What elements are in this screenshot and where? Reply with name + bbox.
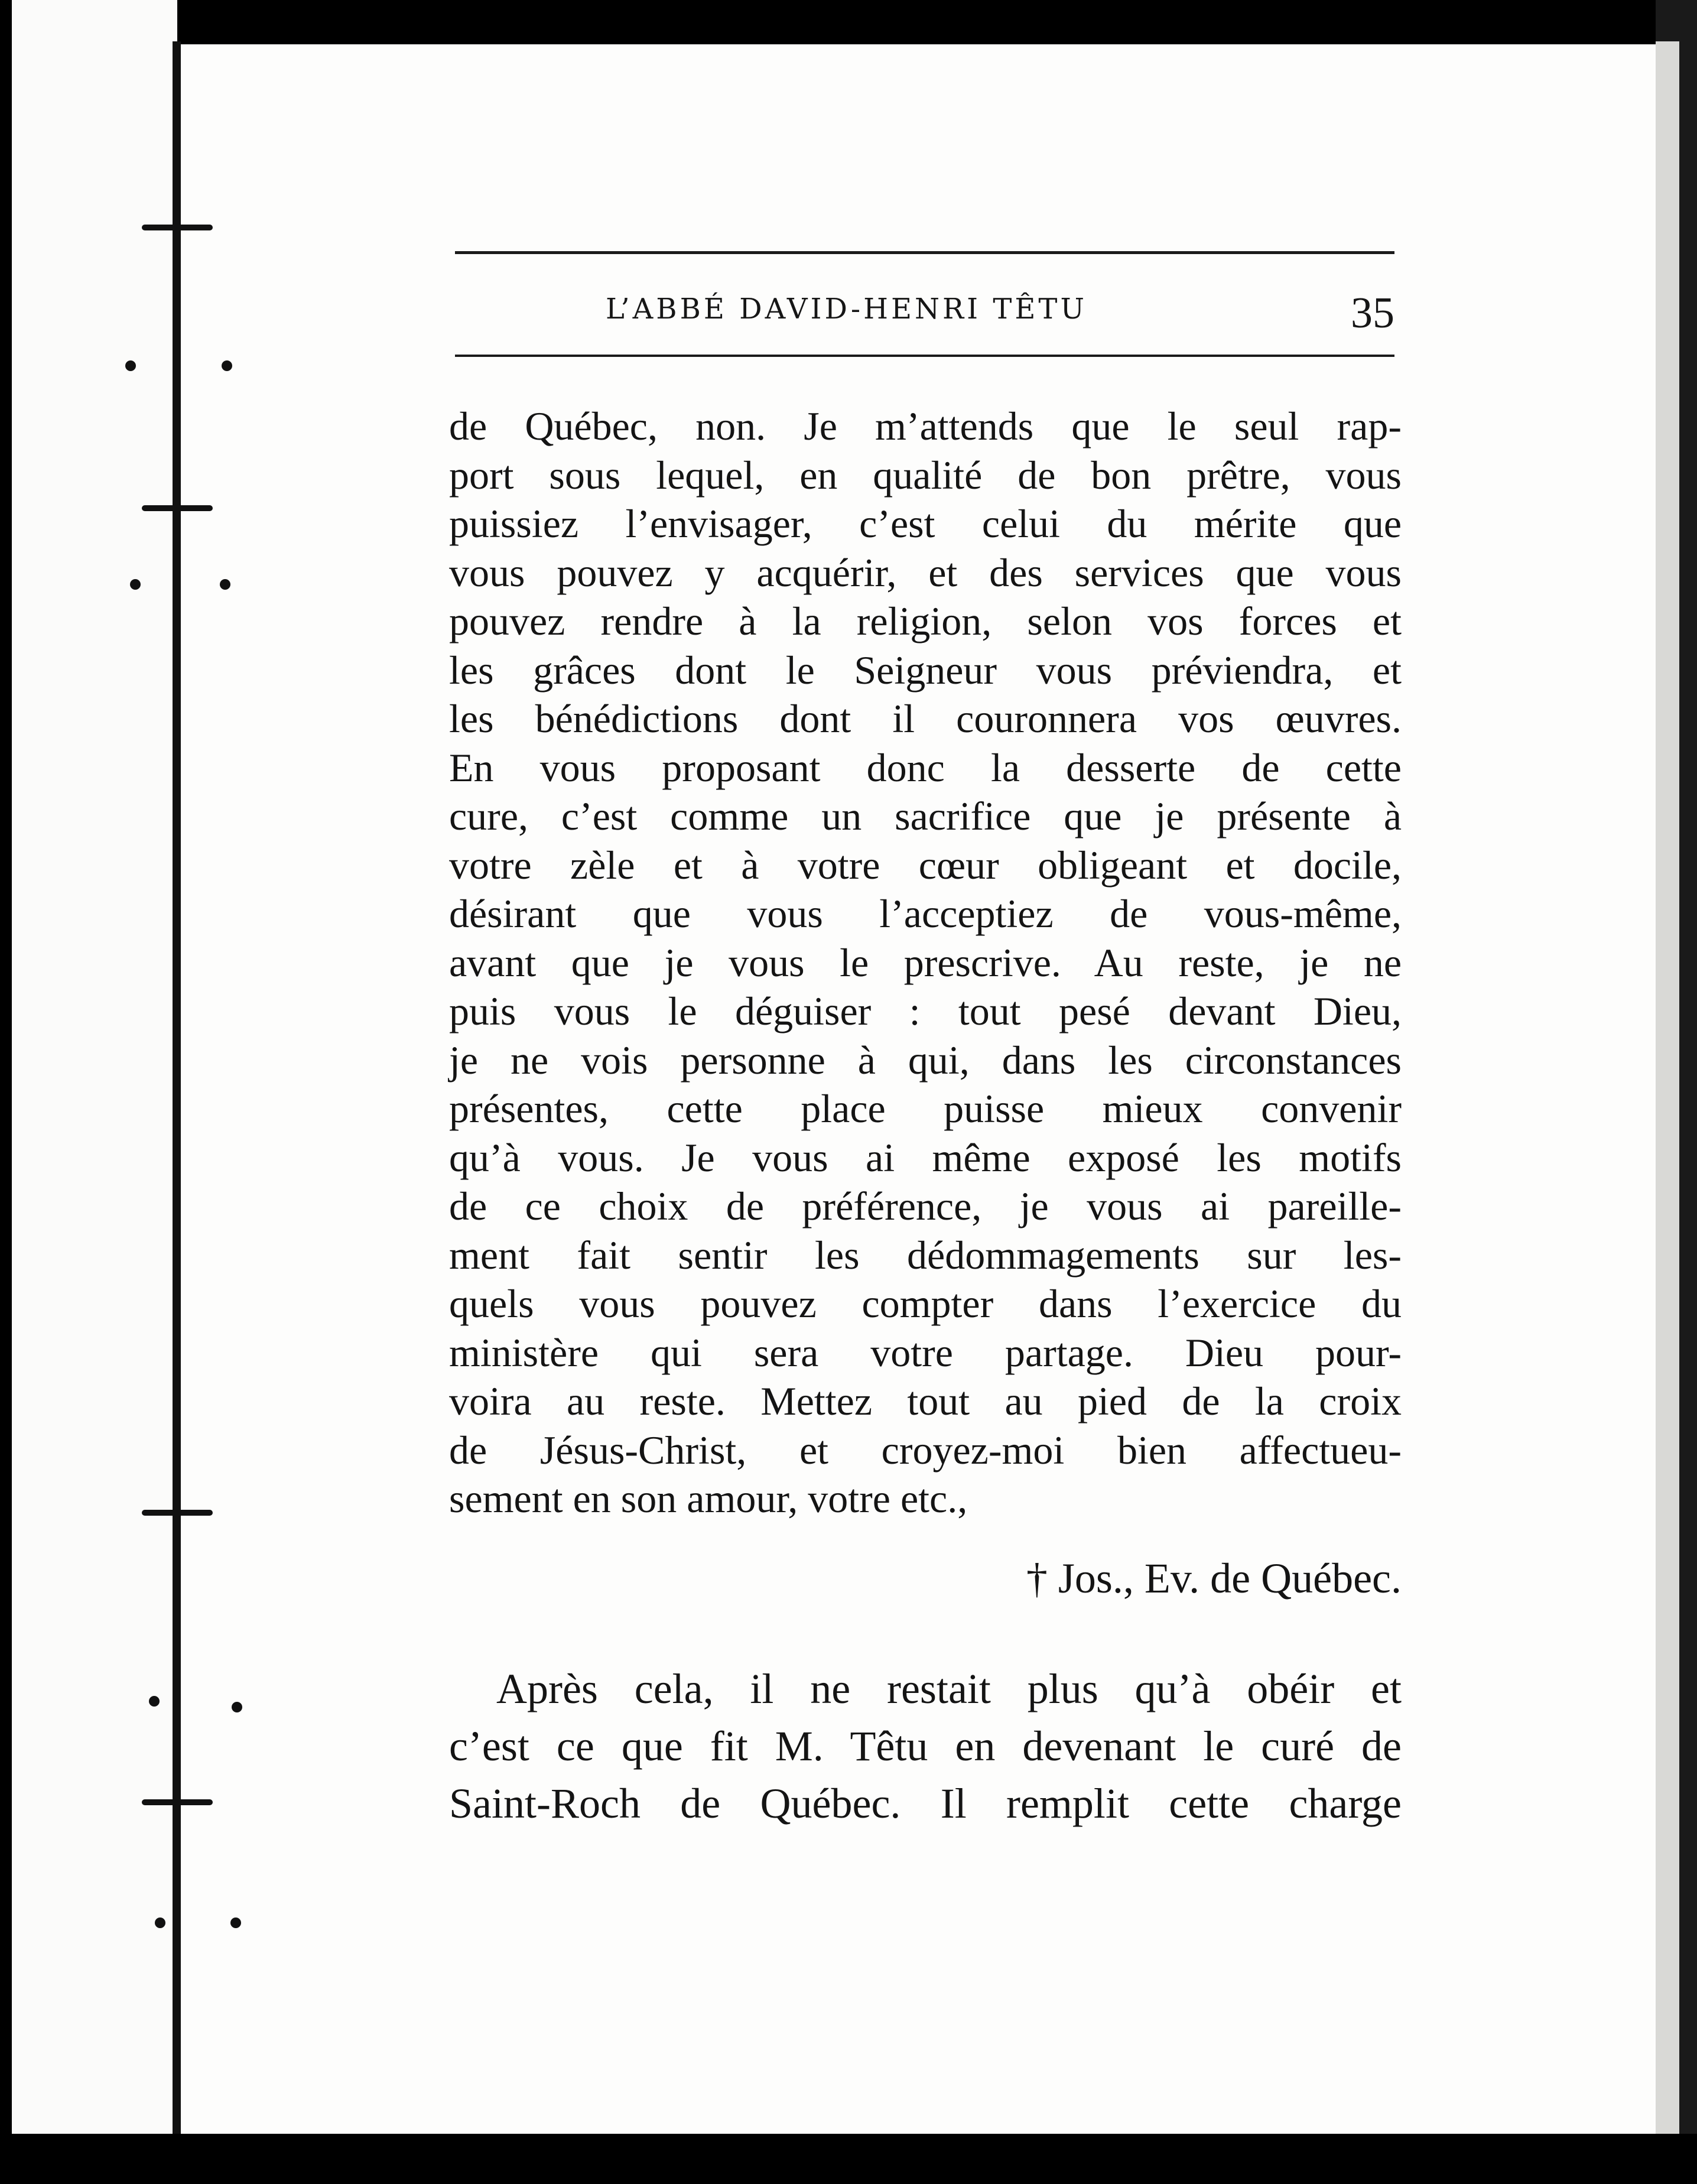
- running-header: [455, 251, 1394, 357]
- running-title: L’ABBÉ DAVID-HENRI TÊTU: [606, 292, 1087, 326]
- text-line: de ce choix de préférence, je vous ai pareille-: [449, 1184, 1402, 1228]
- text-line: ministère qui sera votre partage. Dieu pour-: [449, 1330, 1402, 1375]
- text-line: puis vous le déguiser : tout pesé devant Dieu,: [449, 989, 1402, 1034]
- binding-hole: [130, 579, 141, 590]
- letter-signature: † Jos., Ev. de Québec.: [1026, 1555, 1402, 1602]
- binding-gutter: [0, 0, 177, 2184]
- header-row: [455, 254, 1394, 355]
- text-line: puissiez l’envisager, c’est celui du mérite que: [449, 501, 1402, 546]
- binding-stitch: [142, 1799, 213, 1805]
- text-line: Saint-Roch de Québec. Il remplit cette charge: [449, 1780, 1402, 1827]
- text-line: port sous lequel, en qualité de bon prêtre, vous: [449, 452, 1402, 498]
- text-line: avant que je vous le prescrive. Au reste, je ne: [449, 940, 1402, 985]
- binding-hole: [230, 1918, 241, 1928]
- text-line: ment fait sentir les dédommagements sur les-: [449, 1232, 1402, 1278]
- text-line: présentes, cette place puisse mieux convenir: [449, 1086, 1402, 1131]
- binding-stitch: [142, 225, 213, 230]
- text-line: quels vous pouvez compter dans l’exercice du: [449, 1281, 1402, 1326]
- binding-hole: [149, 1696, 160, 1707]
- binding-hole: [222, 360, 232, 371]
- binding-hole: [125, 360, 136, 371]
- text-line: En vous proposant donc la desserte de cette: [449, 745, 1402, 790]
- text-line: les bénédictions dont il couronnera vos œuvres.: [449, 696, 1402, 741]
- binding-hole: [232, 1702, 242, 1712]
- narrative-paragraph: [449, 1660, 1402, 1832]
- binding-spine-line: [173, 41, 181, 2145]
- header-bottom-rule: [455, 355, 1394, 357]
- text-line: voira au reste. Mettez tout au pied de la croix: [449, 1379, 1402, 1424]
- text-line: sement en son amour, votre etc.,: [449, 1476, 968, 1521]
- text-line: Après cela, il ne restait plus qu’à obéir et: [496, 1665, 1402, 1712]
- text-line: cure, c’est comme un sacrifice que je présente à: [449, 794, 1402, 838]
- bottom-scan-border: [0, 2134, 1697, 2184]
- book-page-stack: [1656, 41, 1679, 2139]
- text-line: votre zèle et à votre cœur obligeant et docile,: [449, 842, 1402, 888]
- text-line: désirant que vous l’acceptiez de vous-même,: [449, 891, 1402, 936]
- gutter-dark-edge: [0, 0, 12, 2184]
- binding-stitch: [142, 1510, 213, 1516]
- top-scan-border: [0, 0, 1697, 44]
- binding-stitch: [142, 505, 213, 511]
- text-line: de Jésus-Christ, et croyez-moi bien affectueu-: [449, 1427, 1402, 1473]
- text-line: pouvez rendre à la religion, selon vos forces et: [449, 599, 1402, 644]
- page-number: 35: [1351, 289, 1394, 337]
- letter-text: [449, 402, 1402, 1523]
- text-line: qu’à vous. Je vous ai même exposé les motifs: [449, 1135, 1402, 1180]
- text-line: c’est ce que fit M. Têtu en devenant le curé de: [449, 1722, 1402, 1770]
- text-line: les grâces dont le Seigneur vous préviendra, et: [449, 647, 1402, 693]
- text-line: vous pouvez y acquérir, et des services que vous: [449, 550, 1402, 595]
- text-line: de Québec, non. Je m’attends que le seul rap-: [449, 404, 1402, 448]
- binding-hole: [155, 1918, 165, 1928]
- binding-hole: [220, 579, 230, 590]
- text-line: je ne vois personne à qui, dans les circonstances: [449, 1037, 1402, 1083]
